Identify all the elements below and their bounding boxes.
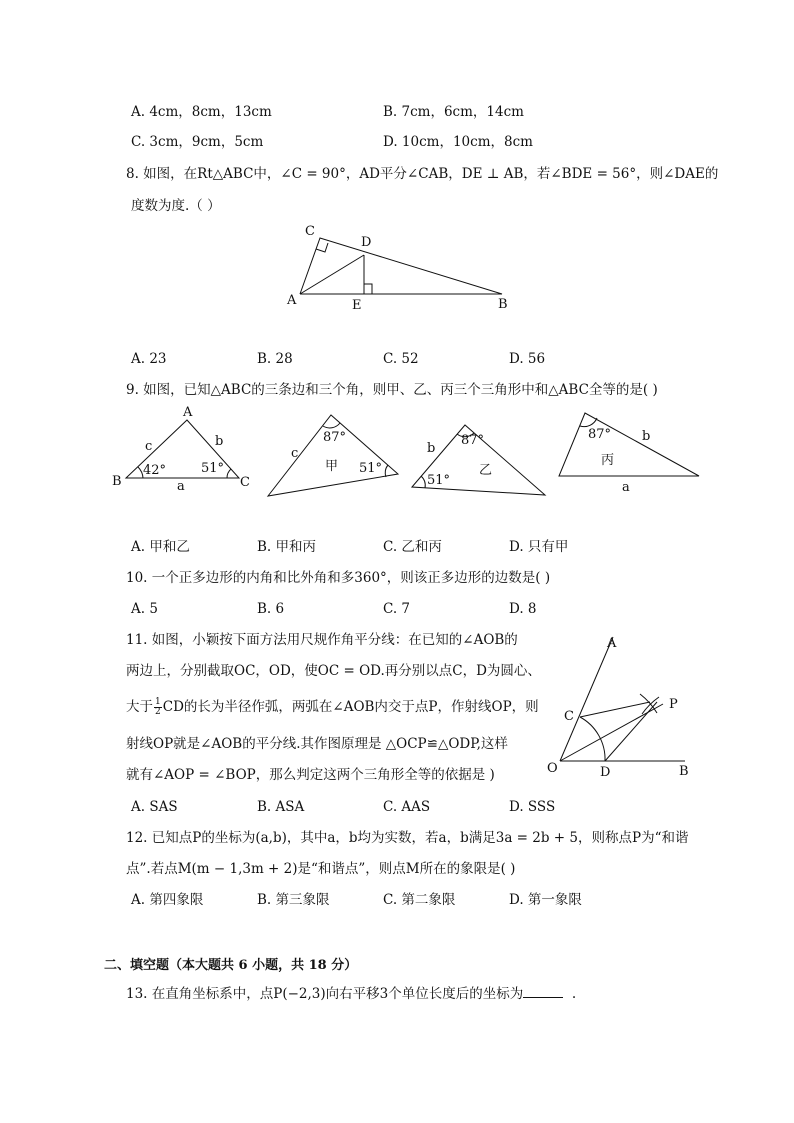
- q9-bing-name: 丙: [601, 453, 615, 468]
- q9-abc-side-b: b: [215, 434, 224, 449]
- q11-stem-line1: 11. 如图，小颖按下面方法用尺规作角平分线：在已知的∠AOB的: [126, 632, 518, 648]
- q9-option-a: A. 甲和乙: [131, 539, 190, 555]
- q9-triangle-jia: [268, 415, 398, 496]
- q9-triangle-abc: [112, 405, 250, 494]
- q8-figure: [280, 220, 520, 320]
- q11-option-c: C. AAS: [383, 799, 431, 815]
- q10-option-b: B. 6: [257, 601, 285, 617]
- q12-stem-line2: 点”.若点M(m − 1,3m + 2)是“和谐点”，则点M所在的象限是( ): [126, 861, 516, 877]
- q8-option-a: A. 23: [131, 351, 167, 367]
- q9-option-c: C. 乙和丙: [383, 539, 442, 555]
- q12-option-d: D. 第一象限: [509, 892, 582, 908]
- q13-stem-line1: 13. 在直角坐标系中，点P(−2,3)向右平移3个单位长度后的坐标为 .: [126, 986, 577, 1002]
- q7-option-c: C. 3cm，9cm，5cm: [131, 134, 264, 150]
- q8-label-d: D: [361, 235, 372, 250]
- q11-label-a: A: [607, 636, 617, 651]
- q11-stem-line3: 大于 $\frac{1}{2}$ CD的长为半径作弧，两弧在∠AOB内交于点P，作射线OP，则: [126, 697, 539, 717]
- q9-triangle-yi: [412, 425, 545, 495]
- q9-abc-label-a: A: [183, 405, 193, 420]
- q9-option-b: B. 甲和丙: [257, 539, 317, 555]
- q12-option-b: B. 第三象限: [257, 892, 330, 908]
- q11-label-b: B: [679, 764, 689, 779]
- q8-option-b: B. 28: [257, 351, 293, 367]
- q9-yi-angle-left: 51°: [427, 473, 451, 488]
- q9-abc-side-a: a: [177, 479, 185, 494]
- q8-label-b: B: [498, 297, 508, 312]
- q9-abc-angle-c: 51°: [201, 461, 225, 476]
- q9-abc-angle-b: 42°: [143, 463, 167, 478]
- q9-jia-side-c: c: [291, 446, 299, 461]
- q11-label-o: O: [547, 761, 558, 776]
- q12-option-a: A. 第四象限: [131, 892, 204, 908]
- q9-yi-name: 乙: [479, 463, 493, 478]
- q9-triangle-bing: [559, 413, 699, 495]
- q10-option-d: D. 8: [509, 601, 537, 617]
- q9-yi-angle-top: 87°: [461, 433, 485, 448]
- q9-bing-side-a: a: [622, 480, 630, 495]
- q11-label-d: D: [600, 765, 611, 780]
- q11-option-d: D. SSS: [509, 799, 556, 815]
- q11-fraction-half: $\frac{1}{2}$: [155, 697, 161, 717]
- q9-bing-side-b: b: [642, 429, 651, 444]
- q8-label-c: C: [305, 224, 315, 239]
- q7-option-d: D. 10cm，10cm，8cm: [383, 134, 533, 150]
- q11-stem-line2: 两边上，分别截取OC，OD，使OC = OD.再分别以点C，D为圆心、: [126, 663, 541, 679]
- q12-option-c: C. 第二象限: [383, 892, 456, 908]
- q11-label-p: P: [669, 697, 678, 712]
- q9-abc-side-c: c: [145, 439, 153, 454]
- q9-yi-side-b: b: [427, 441, 436, 456]
- q9-stem-line1: 9. 如图，已知△ABC的三条边和三个角，则甲、乙、丙三个三角形中和△ABC全等的是( ): [126, 382, 658, 398]
- q11-label-c: C: [564, 709, 574, 724]
- q9-abc-label-b: B: [112, 474, 122, 489]
- section-fill-in-title: 二、填空题（本大题共 6 小题，共 18 分）: [104, 958, 358, 973]
- q8-option-c: C. 52: [383, 351, 419, 367]
- q9-jia-name: 甲: [325, 459, 339, 474]
- q9-abc-label-c: C: [240, 475, 250, 490]
- q11-option-a: A. SAS: [131, 799, 178, 815]
- q7-option-b: B. 7cm，6cm，14cm: [383, 104, 524, 120]
- q11-option-b: B. ASA: [257, 799, 305, 815]
- q8-stem-line2: 度数为度.（ ）: [131, 198, 221, 214]
- q10-stem-line1: 10. 一个正多边形的内角和比外角和多360°，则该正多边形的边数是( ): [126, 570, 551, 586]
- q11-figure: [545, 630, 705, 780]
- q9-figure: [105, 400, 705, 500]
- q10-option-a: A. 5: [131, 601, 158, 617]
- q10-option-c: C. 7: [383, 601, 411, 617]
- q9-jia-angle-right: 51°: [359, 461, 383, 476]
- q9-option-d: D. 只有甲: [509, 539, 569, 555]
- q8-label-a: A: [287, 293, 297, 308]
- q11-stem-line5: 就有∠AOP = ∠BOP，那么判定这两个三角形全等的依据是 ): [126, 767, 495, 783]
- q9-bing-angle-left: 87°: [588, 427, 612, 442]
- q8-stem-line1: 8. 如图，在Rt△ABC中，∠C = 90°，AD平分∠CAB，DE ⊥ AB，若∠BDE = 56°，则∠DAE的: [126, 166, 719, 182]
- q9-jia-angle-top: 87°: [323, 430, 347, 445]
- q8-label-e: E: [352, 298, 362, 313]
- q12-stem-line1: 12. 已知点P的坐标为(a,b)，其中a，b均为实数，若a，b满足3a = 2b + 5，则称点P为“和谐: [126, 830, 689, 846]
- q7-option-a: A. 4cm，8cm，13cm: [131, 104, 272, 120]
- q13-answer-blank[interactable]: [523, 985, 563, 998]
- q11-stem-line4: 射线OP就是∠AOB的平分线.其作图原理是 △OCP≌△ODP,这样: [126, 736, 508, 752]
- q8-option-d: D. 56: [509, 351, 546, 367]
